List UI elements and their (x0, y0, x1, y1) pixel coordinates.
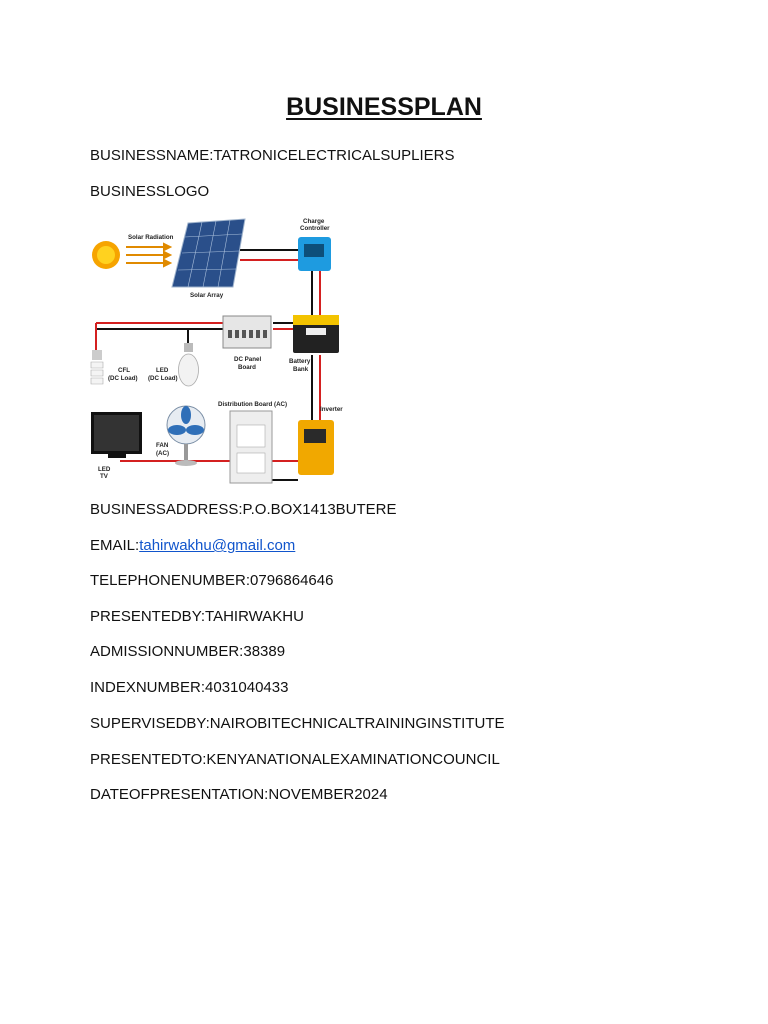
led-label-1: LED (156, 367, 169, 374)
led-tv-label-2: TV (100, 473, 108, 480)
radiation-arrows (126, 244, 170, 266)
date-of-presentation: DATEOFPRESENTATION:NOVEMBER2024 (90, 786, 388, 803)
distribution-board-label: Distribution Board (AC) (218, 401, 288, 408)
email-label: EMAIL: (90, 537, 140, 554)
solar-radiation-label: Solar Radiation (128, 234, 174, 241)
cfl-bulb-icon (91, 350, 103, 384)
cfl-label-1: CFL (118, 367, 131, 374)
email-link[interactable]: tahirwakhu@gmail.com (139, 537, 296, 554)
charge-controller-label-2: Controller (300, 225, 330, 232)
led-tv-label-1: LED (98, 466, 111, 473)
dc-panel-label-1: DC Panel (234, 356, 262, 363)
solar-system-diagram (90, 215, 343, 486)
business-logo-label: BUSINESSLOGO (90, 183, 210, 200)
supervised-by: SUPERVISEDBY:NAIROBITECHNICALTRAININGINSTITUTE (90, 715, 505, 732)
sun-icon (92, 241, 120, 269)
telephone-number: TELEPHONENUMBER:0796864646 (90, 572, 334, 589)
business-name: BUSINESSNAME:TATRONICELECTRICALSUPLIERS (90, 147, 455, 164)
page-title: BUSINESSPLAN (286, 93, 482, 121)
tv-icon (91, 412, 142, 458)
charge-controller-label-1: Charge (303, 218, 325, 225)
dc-panel-label-2: Board (238, 364, 256, 371)
battery-label-1: Battery (289, 358, 311, 365)
led-bulb-icon (179, 343, 199, 386)
admission-number: ADMISSIONNUMBER:38389 (90, 643, 286, 660)
email-line (90, 537, 295, 554)
solar-array-label: Solar Array (190, 292, 224, 299)
inverter-icon (298, 420, 334, 475)
solar-panel-icon (172, 219, 245, 287)
inverter-label: Inverter (320, 406, 343, 413)
distribution-board-icon (230, 411, 272, 483)
index-number: INDEXNUMBER:4031040433 (90, 679, 289, 696)
battery-icon (293, 315, 339, 353)
charge-controller-icon (298, 237, 331, 271)
fan-label-2: (AC) (156, 450, 170, 457)
business-address: BUSINESSADDRESS:P.O.BOX1413BUTERE (90, 501, 397, 518)
led-label-2: (DC Load) (148, 375, 178, 382)
presented-by: PRESENTEDBY:TAHIRWAKHU (90, 608, 304, 625)
battery-label-2: Bank (293, 366, 309, 373)
cfl-label-2: (DC Load) (108, 375, 138, 382)
presented-to: PRESENTEDTO:KENYANATIONALEXAMINATIONCOUNCIL (90, 751, 500, 768)
fan-label-1: FAN (156, 442, 169, 449)
dc-panel-board-icon (223, 316, 271, 348)
fan-icon (167, 406, 205, 466)
